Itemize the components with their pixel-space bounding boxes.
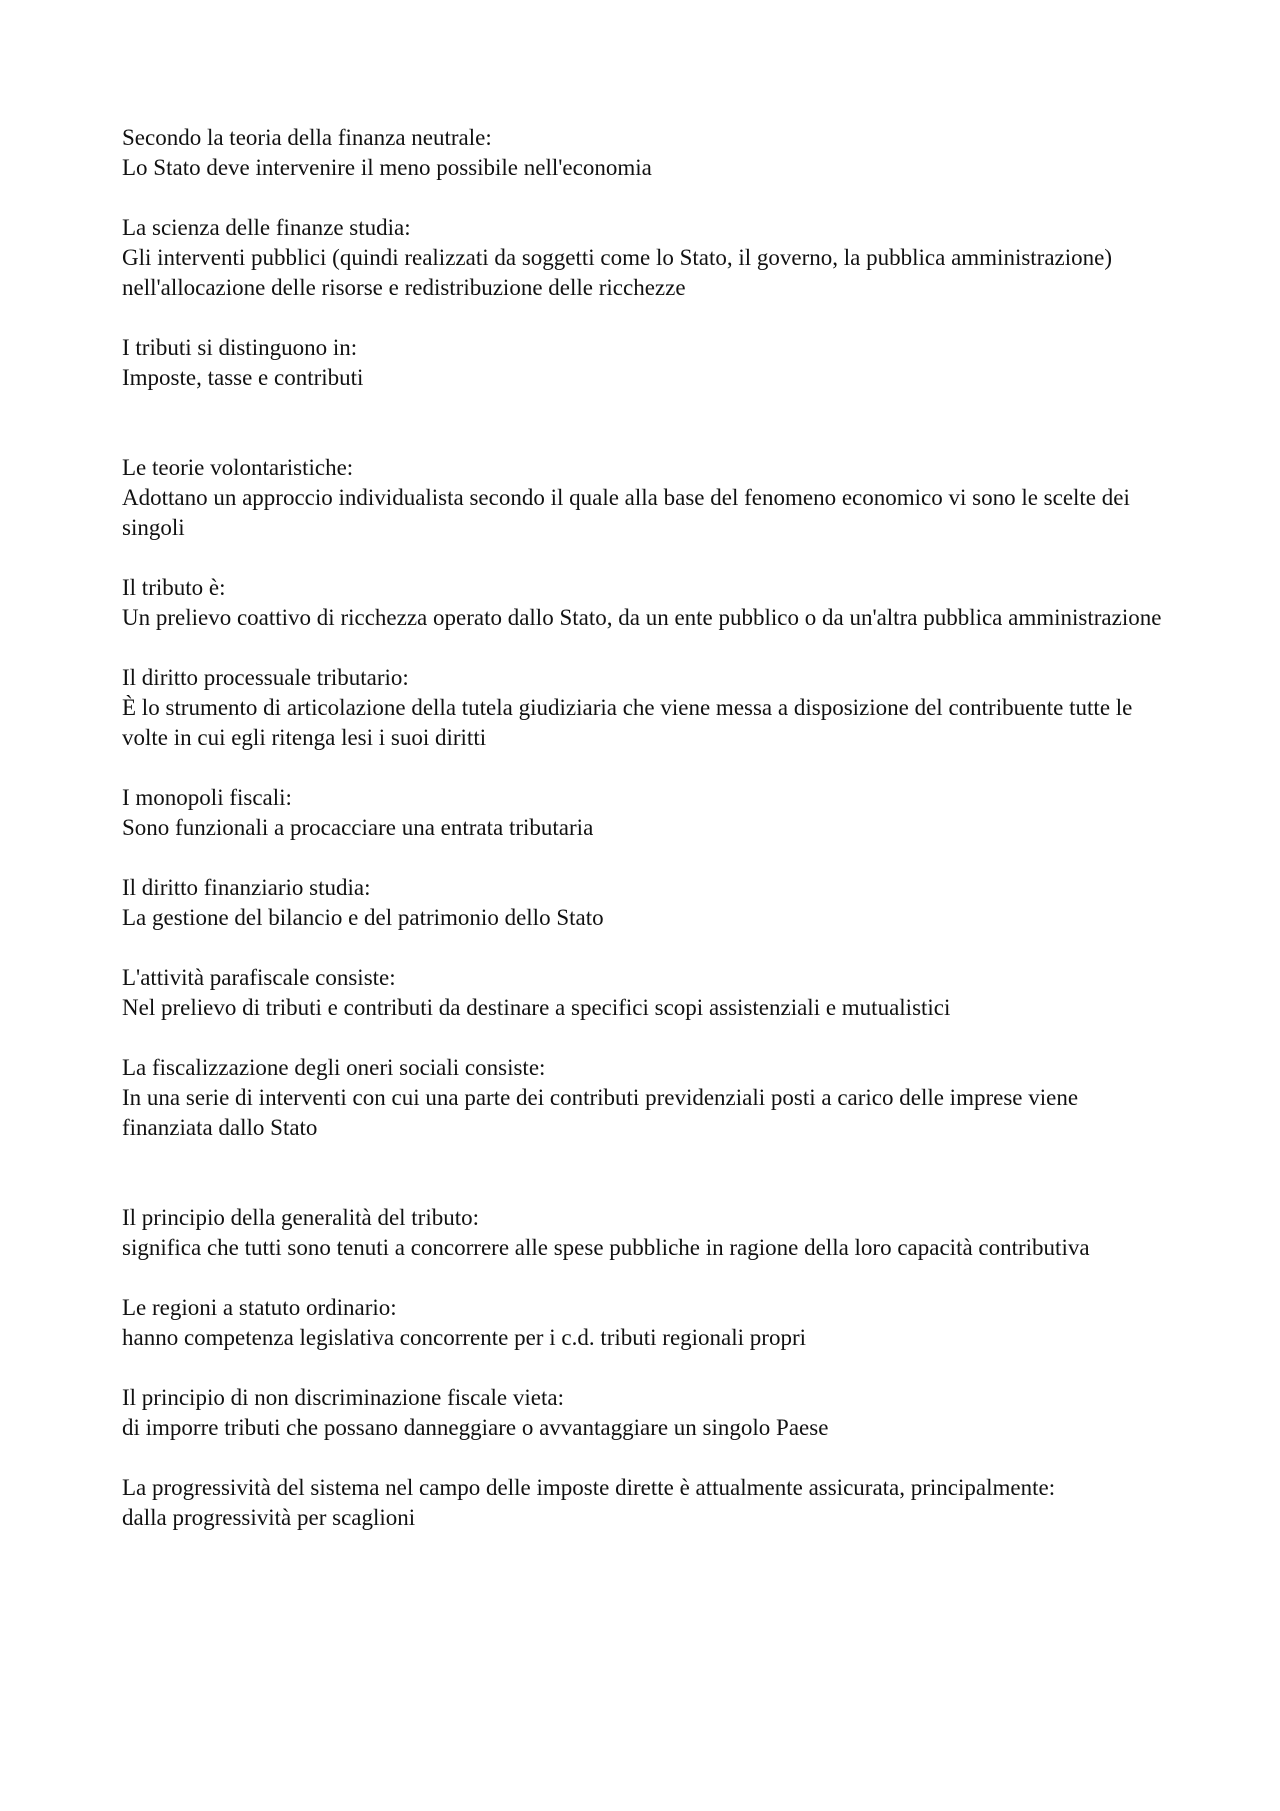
qa-item bbox=[122, 663, 1172, 753]
question-text: Il principio della generalità del tributo: bbox=[122, 1205, 480, 1230]
question-text: Il diritto processuale tributario: bbox=[122, 665, 409, 690]
answer-text: Un prelievo coattivo di ricchezza operato dallo Stato, da un ente pubblico o da un'altra pubblica amministrazione bbox=[122, 605, 1162, 630]
document-body bbox=[122, 123, 1172, 1533]
qa-item bbox=[122, 1053, 1172, 1143]
qa-item bbox=[122, 1383, 1172, 1443]
question-text: Le regioni a statuto ordinario: bbox=[122, 1295, 397, 1320]
answer-text: di imporre tributi che possano danneggiare o avvantaggiare un singolo Paese bbox=[122, 1415, 829, 1440]
qa-item bbox=[122, 123, 1172, 183]
question-text: Secondo la teoria della finanza neutrale: bbox=[122, 125, 492, 150]
question-text: La scienza delle finanze studia: bbox=[122, 215, 411, 240]
qa-item bbox=[122, 963, 1172, 1023]
qa-item bbox=[122, 453, 1172, 543]
answer-text: È lo strumento di articolazione della tutela giudiziaria che viene messa a disposizione del contribuente tutte le volte in cui egli ritenga lesi i suoi diritti bbox=[122, 695, 1133, 750]
answer-text: La gestione del bilancio e del patrimonio dello Stato bbox=[122, 905, 604, 930]
qa-item bbox=[122, 1473, 1172, 1533]
answer-text: Gli interventi pubblici (quindi realizzati da soggetti come lo Stato, il governo, la pubblica amministrazione) nell'allocazione delle risorse e redistribuzione delle ricchezze bbox=[122, 245, 1113, 300]
question-text: I monopoli fiscali: bbox=[122, 785, 292, 810]
qa-item bbox=[122, 783, 1172, 843]
answer-text: Adottano un approccio individualista secondo il quale alla base del fenomeno economico vi sono le scelte dei singoli bbox=[122, 485, 1130, 540]
question-text: La fiscalizzazione degli oneri sociali consiste: bbox=[122, 1055, 546, 1080]
question-text: La progressività del sistema nel campo delle imposte dirette è attualmente assicurata, principalmente: bbox=[122, 1475, 1056, 1500]
answer-text: Sono funzionali a procacciare una entrata tributaria bbox=[122, 815, 594, 840]
qa-item bbox=[122, 1293, 1172, 1353]
question-text: Il principio di non discriminazione fiscale vieta: bbox=[122, 1385, 564, 1410]
qa-item bbox=[122, 1203, 1172, 1263]
question-text: Le teorie volontaristiche: bbox=[122, 455, 354, 480]
question-text: Il tributo è: bbox=[122, 575, 226, 600]
qa-item bbox=[122, 333, 1172, 393]
qa-item bbox=[122, 213, 1172, 303]
answer-text: Nel prelievo di tributi e contributi da destinare a specifici scopi assistenziali e mutualistici bbox=[122, 995, 951, 1020]
qa-item bbox=[122, 573, 1172, 633]
answer-text: significa che tutti sono tenuti a concorrere alle spese pubbliche in ragione della loro capacità contributiva bbox=[122, 1235, 1090, 1260]
answer-text: dalla progressività per scaglioni bbox=[122, 1505, 416, 1530]
answer-text: hanno competenza legislativa concorrente per i c.d. tributi regionali propri bbox=[122, 1325, 806, 1350]
answer-text: Lo Stato deve intervenire il meno possibile nell'economia bbox=[122, 155, 652, 180]
answer-text: In una serie di interventi con cui una parte dei contributi previdenziali posti a carico delle imprese viene finanziata dallo Stato bbox=[122, 1085, 1079, 1140]
qa-item bbox=[122, 873, 1172, 933]
question-text: L'attività parafiscale consiste: bbox=[122, 965, 396, 990]
answer-text: Imposte, tasse e contributi bbox=[122, 365, 364, 390]
question-text: Il diritto finanziario studia: bbox=[122, 875, 371, 900]
question-text: I tributi si distinguono in: bbox=[122, 335, 358, 360]
